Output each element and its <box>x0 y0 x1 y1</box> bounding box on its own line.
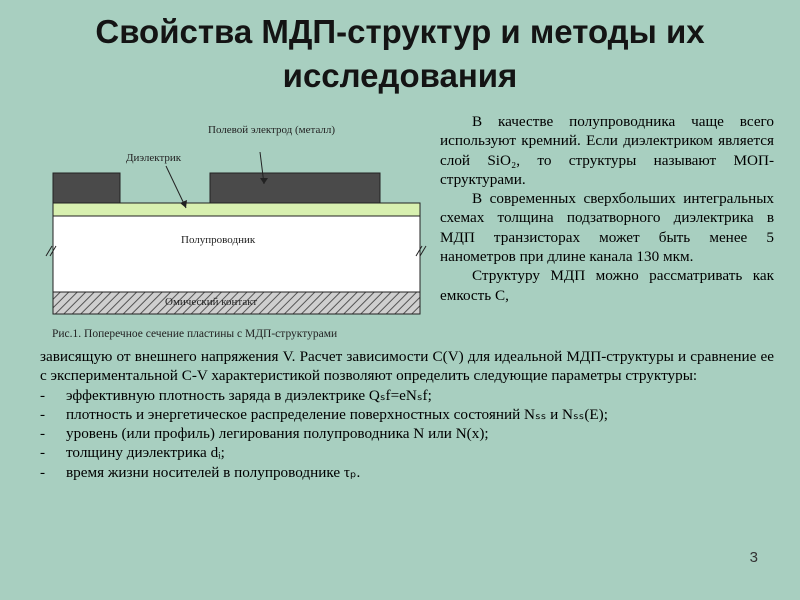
metal-electrode-right <box>210 173 380 203</box>
list-item-text: плотность и энергетическое распределение поверхностных состояний Nₛₛ и Nₛₛ(E); <box>66 405 608 423</box>
paragraph-silicon: В качестве полупроводника чаще всего используют кремний. Если диэлектриком является слой SiO₂, то структуры называют МОП-структурами. <box>440 113 774 188</box>
paragraph-capacitance-start: Структуру МДП можно рассматривать как емкость C, <box>440 267 774 304</box>
mdp-cross-section-figure <box>38 110 438 350</box>
bullet-marker: - <box>40 444 46 462</box>
slide-title-line-2: исследования <box>282 57 518 94</box>
dielectric-layer <box>53 203 420 216</box>
right-column-text <box>440 112 774 305</box>
list-item-text: уровень (или профиль) легирования полупроводника N или N(x); <box>66 425 489 443</box>
bullet-marker: - <box>40 405 46 423</box>
paragraph-dielectric-thickness: В современных сверхбольших интегральных схемах толщина подзатворного диэлектрика в МДП транзисторах может быть менее 5 нанометров при длине канала 130 мкм. <box>440 190 774 266</box>
list-item-text: эффективную плотность заряда в диэлектрике Qₛf=eNₛf; <box>66 386 432 404</box>
list-item-text: толщину диэлектрика dᵢ; <box>66 444 225 462</box>
list-item-text: время жизни носителей в полупроводнике τₚ. <box>66 463 361 481</box>
metal-electrode-left <box>53 173 120 203</box>
bullet-marker: - <box>40 386 46 404</box>
label-ohmic-contact: Омический контакт <box>165 296 258 308</box>
mdp-cross-section-drawing <box>38 110 438 350</box>
slide-title <box>0 10 800 98</box>
list-item <box>40 405 774 424</box>
label-semiconductor: Полупроводник <box>181 234 256 246</box>
semiconductor-layer <box>53 216 420 292</box>
figure-caption: Рис.1. Поперечное сечение пластины с МДП-структурами <box>52 328 338 340</box>
list-item <box>40 443 774 462</box>
label-dielectric: Диэлектрик <box>126 152 182 164</box>
bullet-marker: - <box>40 425 46 443</box>
slide-title-line-1: Свойства МДП-структур и методы их <box>95 13 705 50</box>
leader-dielectric <box>166 166 186 208</box>
list-item <box>40 386 774 405</box>
list-item <box>40 463 774 482</box>
page-number: 3 <box>749 549 758 566</box>
bullet-marker: - <box>40 463 46 481</box>
bottom-text <box>40 347 774 482</box>
list-item <box>40 424 774 443</box>
label-electrode: Полевой электрод (металл) <box>208 124 336 136</box>
paragraph-capacitance-continued: зависящую от внешнего напряжения V. Расчет зависимости C(V) для идеальной МДП-структуры и сравнение ее с экспериментальной C-V характеристикой позволяют определить следующие параметры структуры: <box>40 348 774 385</box>
parameter-list <box>40 386 774 482</box>
